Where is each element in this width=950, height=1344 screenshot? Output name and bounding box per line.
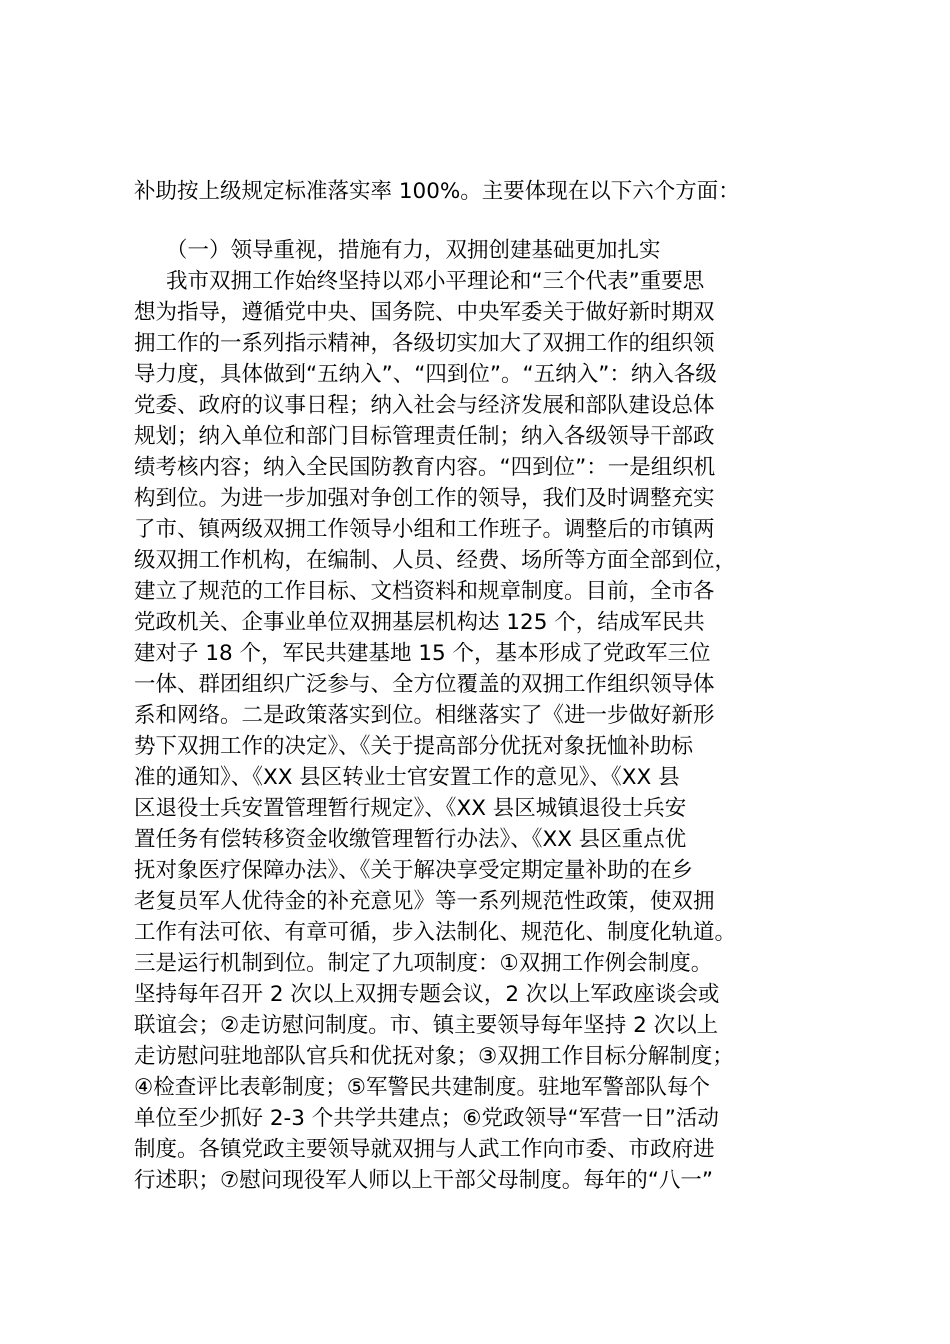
paragraph-line: 想为指导，遵循党中央、国务院、中央军委关于做好新时期双 (134, 300, 715, 325)
paragraph-line: 联谊会；②走访慰问制度。市、镇主要领导每年坚持 2 次以上 (134, 1013, 719, 1038)
paragraph-line: 抚对象医疗保障办法》、《关于解决享受定期定量补助的在乡 (134, 858, 694, 883)
paragraph-line: 走访慰问驻地部队官兵和优抚对象；③双拥工作目标分解制度； (134, 1044, 734, 1069)
paragraph-line: 规划；纳入单位和部门目标管理责任制；纳入各级领导干部政 (134, 424, 715, 449)
paragraph-line: 单位至少抓好 2-3 个共学共建点；⑥党政领导“军营一日”活动 (134, 1106, 719, 1131)
paragraph-line: 系和网络。二是政策落实到位。相继落实了《进一步做好新形 (134, 703, 715, 728)
paragraph-line: 一体、群团组织广泛参与、全方位覆盖的双拥工作组织领导体 (134, 672, 715, 697)
paragraph-line: 老复员军人优待金的补充意见》等一系列规范性政策，使双拥 (134, 889, 715, 914)
intro-line: 补助按上级规定标准落实率 100%。主要体现在以下六个方面： (134, 179, 740, 204)
paragraph-line: 建对子 18 个，军民共建基地 15 个，基本形成了党政军三位 (134, 641, 711, 666)
paragraph-line: 了市、镇两级双拥工作领导小组和工作班子。调整后的市镇两 (134, 517, 715, 542)
paragraph-line: 势下双拥工作的决定》、《关于提高部分优抚对象抚恤补助标 (134, 734, 694, 759)
paragraph-line: 党政机关、企事业单位双拥基层机构达 125 个，结成军民共 (134, 610, 705, 635)
section-heading: （一）领导重视，措施有力，双拥创建基础更加扎实 (166, 238, 661, 263)
paragraph-line: 工作有法可依、有章可循，步入法制化、规范化、制度化轨道。 (134, 920, 737, 945)
paragraph-line: 坚持每年召开 2 次以上双拥专题会议，2 次以上军政座谈会或 (134, 982, 720, 1007)
paragraph-line: 区退役士兵安置管理暂行规定》、《XX 县区城镇退役士兵安 (134, 796, 687, 821)
paragraph-line: 构到位。为进一步加强对争创工作的领导，我们及时调整充实 (134, 486, 715, 511)
paragraph-line: 制度。各镇党政主要领导就双拥与人武工作向市委、市政府进 (134, 1137, 715, 1162)
paragraph-line: 置任务有偿转移资金收缴管理暂行办法》、《XX 县区重点优 (134, 827, 687, 852)
paragraph-line: 行述职；⑦慰问现役军人师以上干部父母制度。每年的“八一” (134, 1168, 714, 1193)
paragraph-line: 党委、政府的议事日程；纳入社会与经济发展和部队建设总体 (134, 393, 715, 418)
paragraph-line: 建立了规范的工作目标、文档资料和规章制度。目前，全市各 (134, 579, 715, 604)
paragraph-line: 拥工作的一系列指示精神，各级切实加大了双拥工作的组织领 (134, 331, 715, 356)
paragraph-line: 我市双拥工作始终坚持以邓小平理论和“三个代表”重要思 (166, 269, 705, 294)
paragraph-line: 级双拥工作机构，在编制、人员、经费、场所等方面全部到位， (134, 548, 737, 573)
paragraph-line: 准的通知》、《XX 县区转业士官安置工作的意见》、《XX 县 (134, 765, 680, 790)
paragraph-line: ④检查评比表彰制度；⑤军警民共建制度。驻地军警部队每个 (134, 1075, 711, 1100)
paragraph-line: 三是运行机制到位。制定了九项制度：①双拥工作例会制度。 (134, 951, 713, 976)
paragraph-line: 导力度，具体做到“五纳入”、“四到位”。“五纳入”：纳入各级 (134, 362, 717, 387)
paragraph-line: 绩考核内容；纳入全民国防教育内容。“四到位”：一是组织机 (134, 455, 716, 480)
